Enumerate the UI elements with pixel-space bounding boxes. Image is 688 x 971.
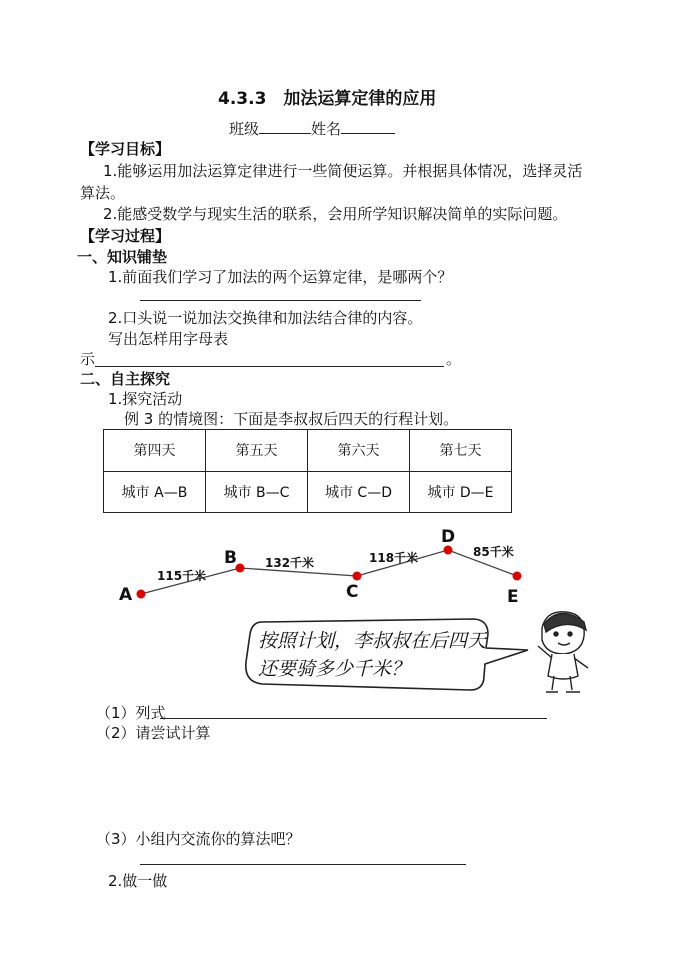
- route-point-c: [353, 572, 362, 581]
- point-label-a: A: [119, 585, 133, 605]
- class-label: 班级: [229, 120, 260, 138]
- page-title: 4.3.3 加法运算定律的应用: [218, 89, 437, 109]
- table-header-cell: 第六天: [308, 430, 410, 472]
- distance-label-ab: 115千米: [157, 569, 207, 583]
- route-point-e: [513, 572, 522, 581]
- question-1: 1.前面我们学习了加法的两个运算定律，是哪两个？: [108, 268, 453, 286]
- goal-2: 2.能感受数学与现实生活的联系，会用所学知识解决简单的实际问题。: [103, 205, 568, 223]
- table-cell: 城市 B—C: [206, 471, 308, 513]
- practice-label: 2.做一做: [108, 872, 168, 890]
- step-2-label: （2）请尝试计算: [96, 724, 211, 742]
- route-point-a: [137, 590, 146, 599]
- goal-1-line-1: 1.能够运用加法运算定律进行一些简便运算。并根据具体情况，选择灵活: [103, 162, 583, 180]
- goal-1-line-2: 算法。: [80, 184, 126, 202]
- table-cell: 城市 C—D: [308, 471, 410, 513]
- table-cell: 城市 D—E: [410, 471, 512, 513]
- activity-label: 1.探究活动: [108, 390, 183, 408]
- speech-line-2: 还要骑多少千米？: [258, 658, 411, 680]
- question-2: 2.口头说一说加法交换律和加法结合律的内容。: [108, 309, 423, 327]
- goals-heading: 【学习目标】: [80, 140, 171, 158]
- name-label: 姓名: [311, 120, 342, 138]
- table-header-cell: 第五天: [206, 430, 308, 472]
- step-1-label: （1）列式: [96, 704, 166, 722]
- example-text: 例 3 的情境图：下面是李叔叔后四天的行程计划。: [124, 410, 459, 428]
- point-label-d: D: [441, 527, 456, 547]
- part1-heading: 一、知识铺垫: [77, 248, 168, 266]
- distance-label-de: 85千米: [473, 545, 514, 559]
- question-3-line-1: 写出怎样用字母表: [108, 330, 229, 348]
- point-label-b: B: [224, 548, 237, 568]
- table-header-cell: 第四天: [104, 430, 206, 472]
- question-3-prefix: 示: [80, 350, 96, 368]
- part2-heading: 二、自主探究: [80, 370, 171, 388]
- speech-line-1: 按照计划，李叔叔在后四天: [258, 630, 487, 652]
- distance-label-bc: 132千米: [265, 556, 315, 570]
- process-heading: 【学习过程】: [80, 227, 171, 245]
- point-label-e: E: [507, 587, 519, 607]
- step-3-label: （3）小组内交流你的算法吧？: [96, 830, 301, 848]
- distance-label-cd: 118千米: [369, 551, 419, 565]
- method-line[interactable]: [140, 864, 466, 865]
- table-cell: 城市 A—B: [104, 471, 206, 513]
- boy-illustration: [538, 612, 588, 692]
- table-header-cell: 第七天: [410, 430, 512, 472]
- point-label-c: C: [346, 582, 359, 602]
- expression-line[interactable]: [160, 718, 547, 719]
- question-3-suffix: 。: [446, 350, 462, 368]
